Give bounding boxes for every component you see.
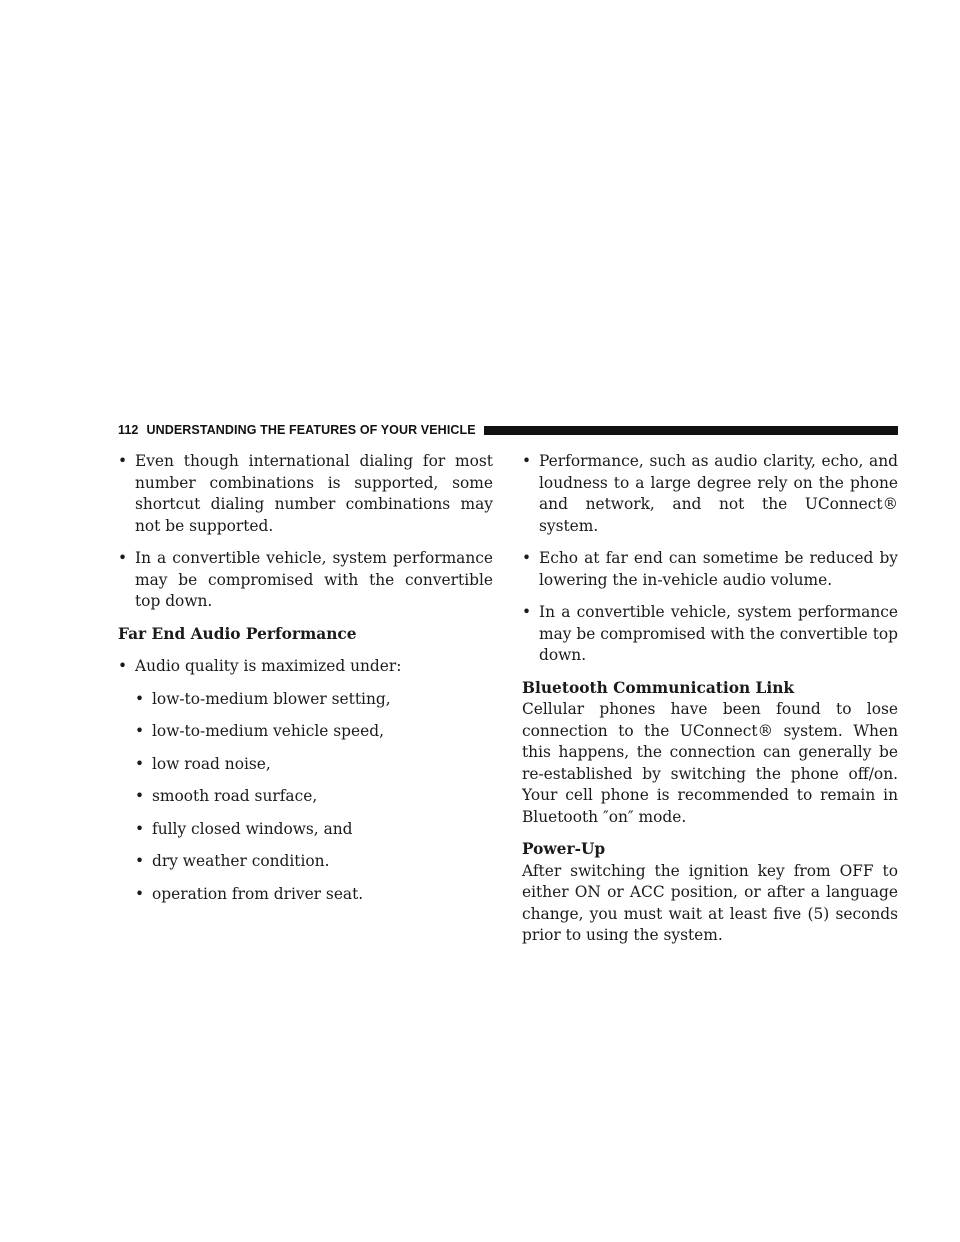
header-rule [484, 426, 898, 435]
list-item [135, 689, 493, 711]
far-end-heading: Far End Audio Performance [118, 624, 357, 643]
list-item [135, 851, 493, 873]
list-item [135, 721, 493, 743]
bluetooth-paragraph: Cellular phones have been found to lose connection to the UConnect® system. When this happens, the connection can generally be re-established by switching the phone off/on. Your cell phone is recommended to remain in Bluetooth ″on″ mode. [522, 700, 898, 826]
bullet-text: low road noise, [152, 754, 271, 773]
list-item [135, 884, 493, 906]
bullet-text: In a convertible vehicle, system performance may be compromised with the convertible top down. [539, 603, 898, 664]
bullet-icon: • [522, 452, 532, 470]
bullet-icon: • [135, 819, 145, 838]
bullet-text: In a convertible vehicle, system performance may be compromised with the convertible top down. [135, 549, 493, 610]
bullet-icon: • [135, 689, 145, 708]
list-item [522, 451, 898, 537]
bullet-icon: • [522, 549, 532, 567]
powerup-heading: Power-Up [522, 840, 606, 858]
list-item [118, 656, 493, 678]
left-column [118, 451, 493, 916]
bullet-icon: • [135, 722, 145, 740]
list-item [135, 786, 493, 808]
bullet-text: Echo at far end can sometime be reduced by lowering the in-vehicle audio volume. [539, 549, 898, 589]
sub-list [135, 689, 493, 906]
bullet-text: Even though international dialing for most number combinations is supported, some shortcut dialing number combinations may not be supported. [135, 452, 493, 535]
list-item [522, 602, 898, 667]
bullet-text: low-to-medium vehicle speed, [152, 722, 384, 740]
bullet-icon: • [522, 603, 532, 621]
bullet-icon: • [118, 452, 128, 470]
bullet-icon: • [135, 852, 145, 870]
bullet-text: Performance, such as audio clarity, echo, and loudness to a large degree rely on the phone and network, and not the UConnect® system. [539, 452, 898, 535]
list-item [118, 548, 493, 613]
bullet-icon: • [135, 884, 145, 903]
bullet-icon: • [118, 549, 128, 567]
bluetooth-heading: Bluetooth Communication Link [522, 678, 795, 697]
list-item [135, 754, 493, 776]
bullet-text: fully closed windows, and [152, 819, 353, 838]
bullet-icon: • [135, 754, 145, 773]
bullet-icon: • [135, 787, 145, 805]
bullet-text: low-to-medium blower setting, [152, 689, 391, 708]
section-title: UNDERSTANDING THE FEATURES OF YOUR VEHICLE [146, 423, 476, 437]
list-item [135, 819, 493, 841]
page-header [118, 420, 898, 440]
bullet-text: dry weather condition. [152, 852, 330, 870]
bullet-text: Audio quality is maximized under: [135, 657, 402, 675]
right-column [522, 451, 898, 958]
bullet-text: operation from driver seat. [152, 884, 364, 903]
page-number: 112 [118, 423, 139, 437]
bullet-text: smooth road surface, [152, 787, 318, 805]
bullet-icon: • [118, 657, 128, 675]
powerup-paragraph: After switching the ignition key from OFF to either ON or ACC position, or after a language change, you must wait at least five (5) seconds prior to using the system. [522, 861, 898, 944]
list-item [118, 451, 493, 537]
list-item [522, 548, 898, 591]
